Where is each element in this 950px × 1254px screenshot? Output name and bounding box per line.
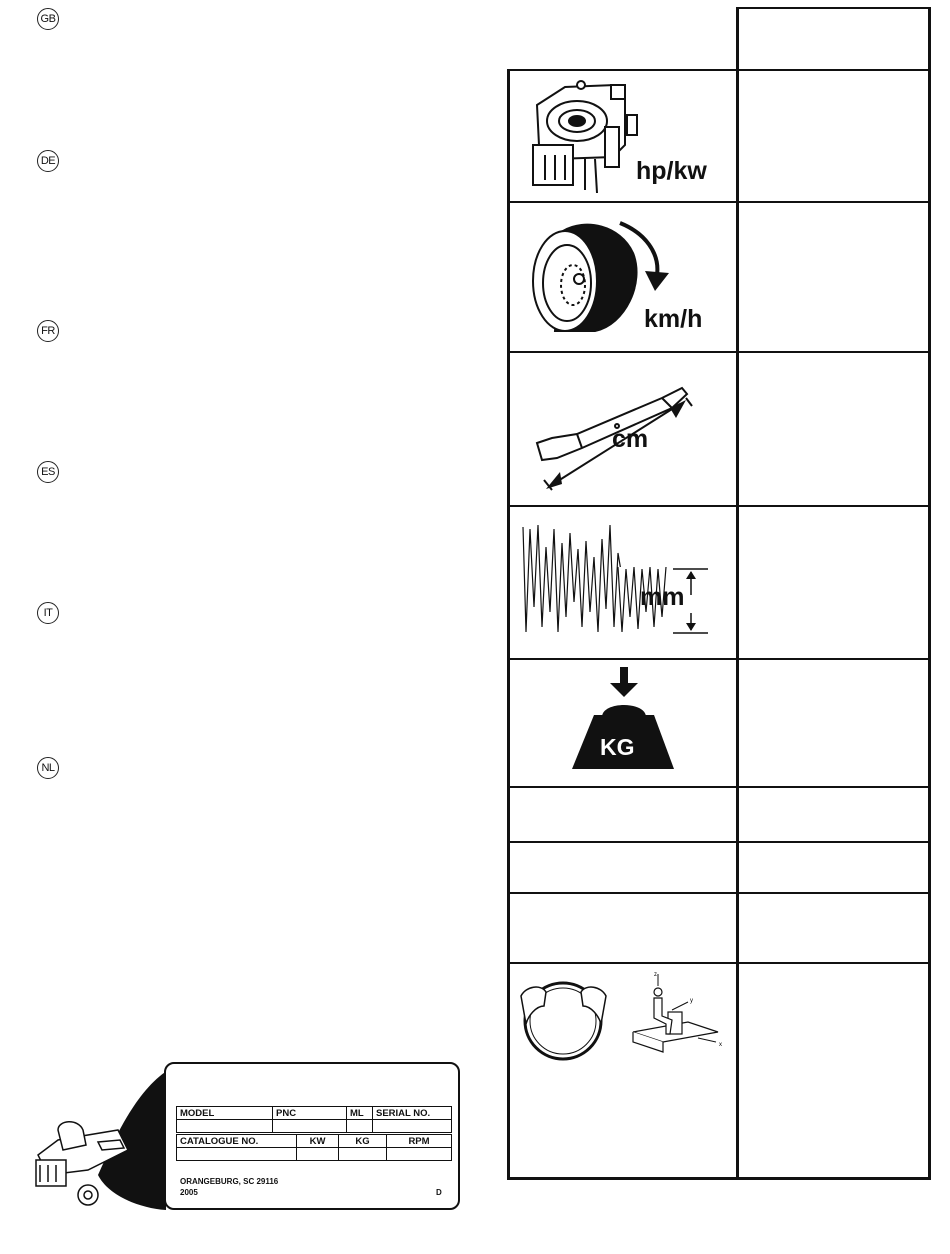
plate-ml-value: [347, 1120, 373, 1133]
plate-model-label: MODEL: [177, 1107, 273, 1120]
rating-plate: [164, 1062, 460, 1210]
plate-kg-label: KG: [339, 1135, 387, 1148]
rating-plate-row2: [176, 1134, 452, 1161]
height-unit-label: mm: [640, 583, 685, 611]
steering-wheel-icon: [516, 976, 611, 1066]
engine-power-cell: [510, 71, 736, 201]
plate-pnc-value: [273, 1120, 347, 1133]
vibration-cell: [510, 964, 736, 1177]
lang-badge-es: ES: [37, 461, 59, 483]
axis-y-label: y: [690, 998, 693, 1004]
plate-serial-value: [373, 1120, 452, 1133]
lang-badge-de: DE: [37, 150, 59, 172]
cutting-height-cell: [510, 507, 736, 658]
plate-ml-label: ML: [347, 1107, 373, 1120]
plate-year: 2005: [180, 1188, 198, 1197]
plate-serial-label: SERIAL NO.: [373, 1107, 452, 1120]
weight-cell: [510, 660, 736, 786]
plate-kw-value: [297, 1148, 339, 1161]
speed-unit-label: km/h: [644, 305, 703, 333]
axis-x-label: x: [719, 1042, 722, 1048]
grass-height-icon: [518, 517, 728, 657]
plate-catalogue-label: CATALOGUE NO.: [177, 1135, 297, 1148]
plate-rpm-value: [387, 1148, 452, 1161]
power-unit-label: hp/kw: [636, 157, 707, 185]
lang-badge-nl: NL: [37, 757, 59, 779]
lang-badge-fr: FR: [37, 320, 59, 342]
rating-plate-row1: [176, 1106, 452, 1133]
weight-icon: [566, 665, 686, 780]
plate-model-value: [177, 1120, 273, 1133]
lang-badge-it: IT: [37, 602, 59, 624]
plate-kg-value: [339, 1148, 387, 1161]
speed-cell: [510, 203, 736, 351]
lang-badge-gb: GB: [37, 8, 59, 30]
tractor-illustration: [28, 1070, 178, 1210]
plate-catalogue-value: [177, 1148, 297, 1161]
plate-rpm-label: RPM: [387, 1135, 452, 1148]
blade-unit-label: cm: [612, 425, 649, 453]
plate-pnc-label: PNC: [273, 1107, 347, 1120]
axis-z-label: z: [654, 972, 657, 978]
plate-code: D: [436, 1188, 442, 1197]
blade-cell: [510, 353, 736, 505]
plate-kw-label: KW: [297, 1135, 339, 1148]
seated-operator-icon: [628, 970, 728, 1065]
weight-unit-label: KG: [600, 734, 635, 760]
plate-address: ORANGEBURG, SC 29116: [180, 1177, 279, 1186]
